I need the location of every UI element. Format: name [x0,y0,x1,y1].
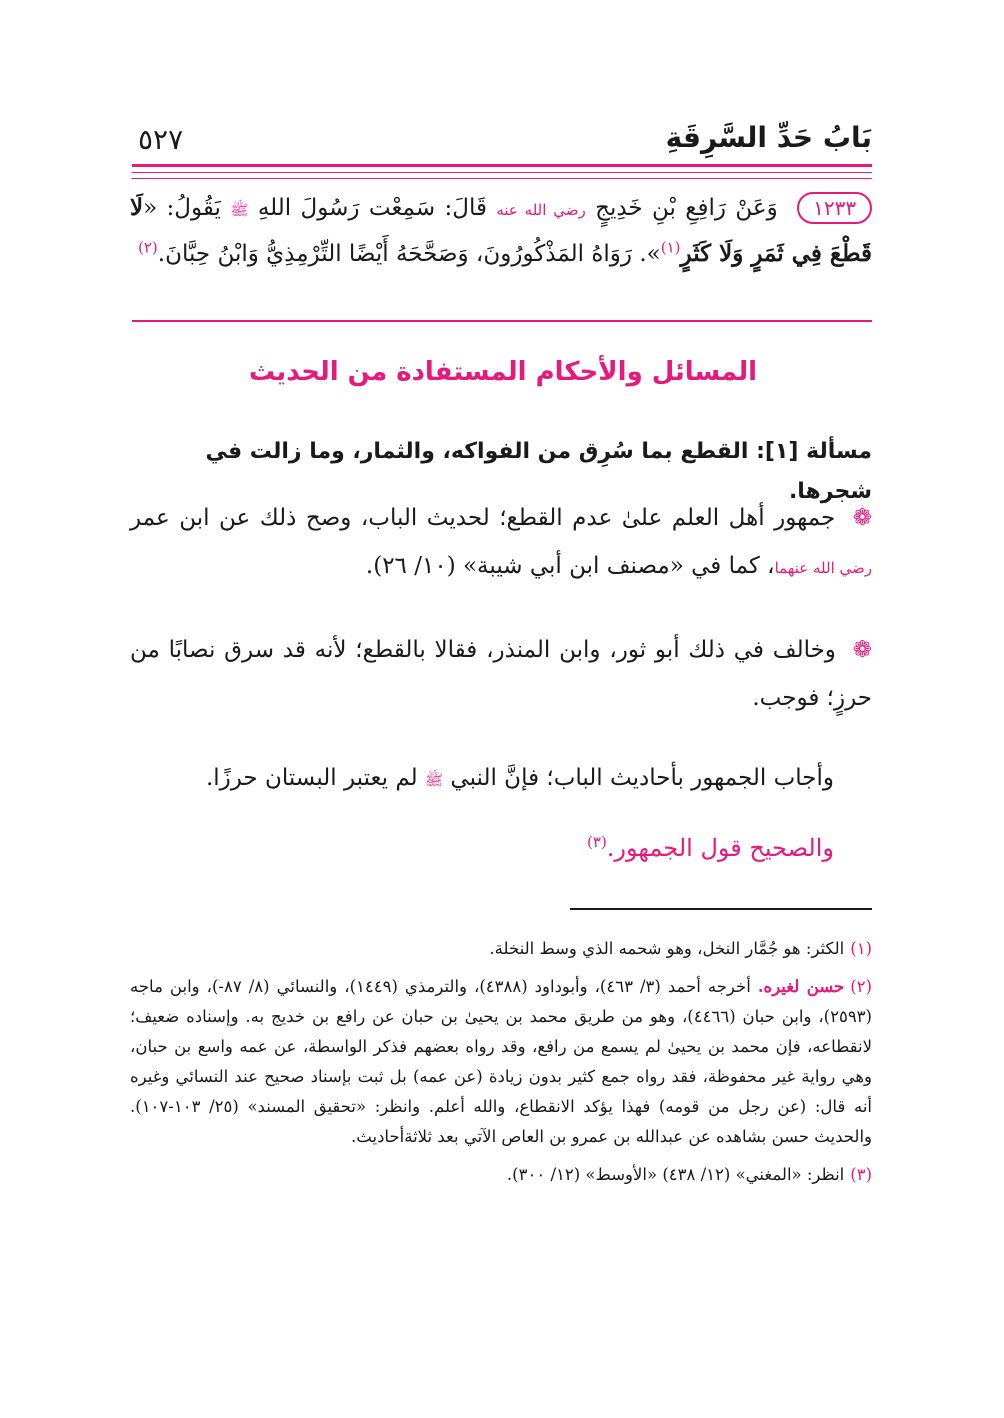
footnote-ref-3[interactable]: (٣) [587,833,607,851]
paragraph-response [130,754,872,804]
paragraph-text-2: لم يعتبر البستان حرزًا. [205,765,418,791]
flower-bullet-icon: ❁ [852,505,873,531]
paragraph-dissent [130,626,872,722]
header-rule-thin [132,172,872,173]
honorific-symbol: رضي الله عنهما [774,559,872,577]
header-rule-thin-2 [132,178,872,179]
hadith-narrator: وَعَنْ رَافِعِ بْنِ خَدِيجٍ [595,195,778,221]
footnote-text: أخرجه أحمد (٣/ ٤٦٣)، وأبوداود (٤٣٨٨)، والترمذي (١٤٤٩)، والنسائي (٨/ ٨٧-)، وابن ماجه (٢٥٩٣)، وابن حبان (٤٤٦٦)، وهو من طريق محمد بن يحيىٰ بن حبان عن رافع بن خديج به. وإسناده ضعيف؛ لانقطاعه، فإن محمد بن يحيىٰ لم يسمع من رافع، وقد رواه بعضهم فذكر الواسطة، عن عمه واسع بن حبان، وهي رواية غير محفوظة، فقد رواه جمع كثير بدون زيادة (عن عمه) بل ثبت بإسناد صحيح عند النسائي وغيره أنه قال: (عن رجل من قومه) فهذا يؤكد الانقطاع، والله أعلم. وانظر: «تحقيق المسند» (٢٥/ ١٠٣-١٠٧). والحديث حسن بشاهده عن عبدالله بن عمرو بن العاص الآتي بعد ثلاثةأحاديث. [130,977,872,1146]
footnotes [130,934,872,1198]
hadith-rule-bottom [132,320,872,322]
footnote-number: (٣) [850,1165,872,1184]
page-number: ٥٢٧ [138,123,184,156]
section-heading: المسائل والأحكام المستفادة من الحديث [248,357,758,387]
hadith-text [130,186,872,276]
paragraph-text: وخالف في ذلك أبو ثور، وابن المنذر، فقالا بالقطع؛ لأنه قد سرق نصابًا من حرزٍ؛ فوجب. [130,637,872,711]
running-title: بَابُ حَدِّ السَّرِقَةِ [665,121,872,154]
issue-label: مسألة [١]: [756,439,872,464]
hadith-says: يَقُولُ: « [143,195,221,221]
hadith-grade: حسن لغيره. [757,977,845,996]
header-rule-top [132,164,872,167]
footnote-ref-2[interactable]: (٢) [137,238,158,257]
salawat-symbol: ﷺ [424,771,444,789]
paragraph-majority [130,494,872,592]
conclusion [587,828,834,868]
footnote-separator [570,908,872,910]
footnote-text: الكثر: هو جُمَّار النخل، وهو شحمه الذي وسط النخلة. [489,939,845,958]
footnote-text: انظر: «المغني» (١٢/ ٤٣٨) «الأوسط» (١٢/ ٣٠٠). [506,1165,845,1184]
hadith-takhrij: ». رَوَاهُ المَذْكُورُونَ، وَصَحَّحَهُ أَيْضًا التِّرْمِذِيُّ وَابْنُ حِبَّانَ. [157,241,661,267]
salawat-symbol: ﷺ [230,201,249,219]
flower-bullet-icon: ❁ [852,637,872,663]
issue-title: القطع بما سُرِق من الفواكه، والثمار، وما زالت في شجرها. [205,439,872,504]
conclusion-text: والصحيح قول الجمهور. [606,834,834,862]
hadith-intro: قَالَ: سَمِعْت رَسُولَ اللهِ [257,195,487,221]
footnote-2 [130,972,872,1152]
paragraph-text-2: ، كما في «مصنف ابن أبي شيبة» (١٠/ ٢٦). [365,553,775,579]
footnote-1 [130,934,872,964]
paragraph-text: جمهور أهل العلم علىٰ عدم القطع؛ لحديث الباب، وصح ذلك عن ابن عمر [130,505,836,531]
footnote-number: (٢) [850,977,873,996]
paragraph-text: وأجاب الجمهور بأحاديث الباب؛ فإنَّ النبي [450,765,834,791]
hadith-matn: لَا قَطْعَ فِي ثَمَرٍ وَلَا كَثَرٍ [130,194,872,267]
footnote-ref-1[interactable]: (١) [660,238,681,257]
footnote-3 [130,1160,872,1190]
honorific-symbol: رضي الله عنه [496,201,586,219]
footnote-number: (١) [850,939,872,958]
hadith-number-badge: ١٢٣٣ [797,192,872,224]
